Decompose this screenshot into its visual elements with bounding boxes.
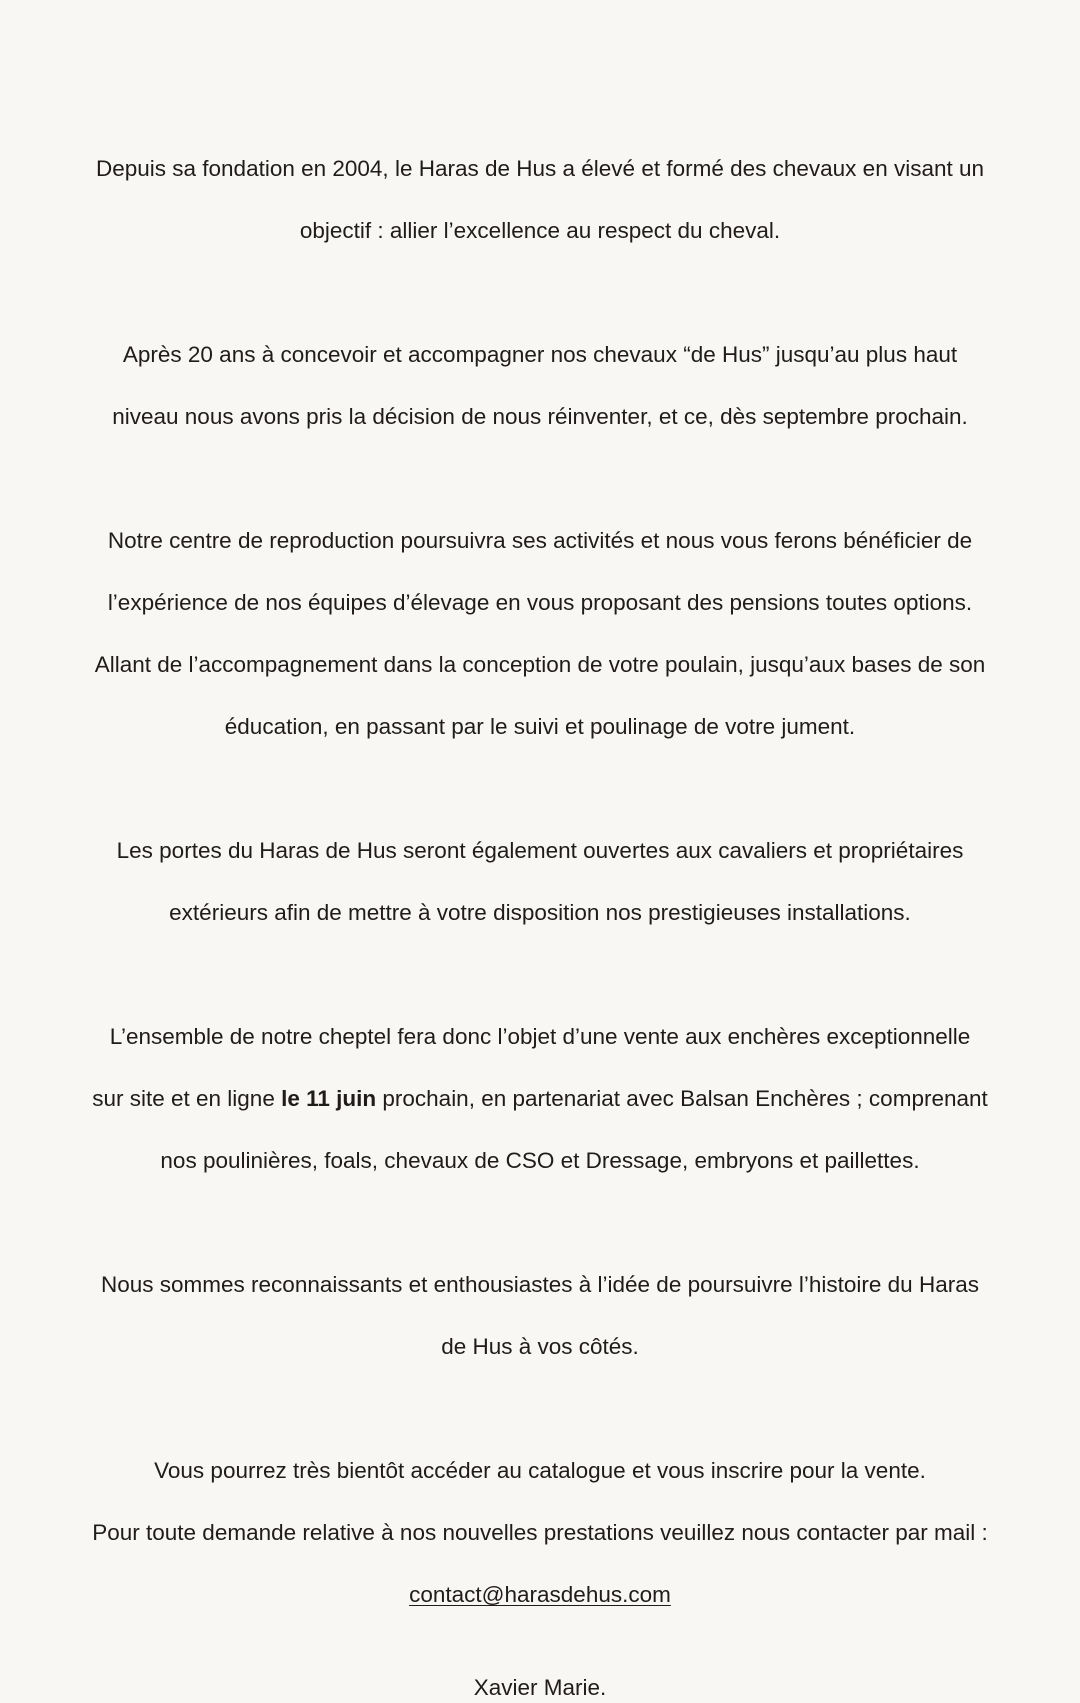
text-line: Vous pourrez très bientôt accéder au catalogue et vous inscrire pour la vente. xyxy=(154,1458,926,1483)
text-line: Nous sommes reconnaissants et enthousiastes à l’idée de poursuivre l’histoire du Haras xyxy=(101,1272,979,1297)
paragraph-open-doors xyxy=(0,804,1080,959)
text-line: niveau nous avons pris la décision de nous réinventer, et ce, dès septembre prochain. xyxy=(112,404,968,429)
paragraph-reproduction-centre xyxy=(0,494,1080,773)
auction-date: le 11 juin xyxy=(281,1086,377,1111)
paragraph-reinvention xyxy=(0,308,1080,463)
text-fragment: sur site et en ligne xyxy=(92,1086,282,1111)
text-line: extérieurs afin de mettre à votre disposition nos prestigieuses installations. xyxy=(169,900,911,925)
text-line: Pour toute demande relative à nos nouvelles prestations veuillez nous contacter par mail : xyxy=(92,1520,988,1545)
paragraph-contact xyxy=(0,1424,1080,1641)
text-line: Les portes du Haras de Hus seront également ouvertes aux cavaliers et propriétaires xyxy=(116,838,964,863)
text-fragment: prochain, en partenariat avec Balsan Enchères ; comprenant xyxy=(376,1086,988,1111)
text-line: objectif : allier l’excellence au respect du cheval. xyxy=(299,218,781,243)
text-line: Notre centre de reproduction poursuivra ses activités et nous vous ferons bénéficier de xyxy=(107,528,973,553)
text-line: nos poulinières, foals, chevaux de CSO et Dressage, embryons et paillettes. xyxy=(160,1148,920,1173)
text-line: de Hus à vos côtés. xyxy=(441,1334,639,1359)
text-line: Allant de l’accompagnement dans la conception de votre poulain, jusqu’aux bases de son xyxy=(94,652,986,677)
text-line: éducation, en passant par le suivi et poulinage de votre jument. xyxy=(224,714,856,739)
text-line: L’ensemble de notre cheptel fera donc l’objet d’une vente aux enchères exceptionnelle xyxy=(109,1024,971,1049)
text-line xyxy=(0,1579,1080,1610)
text-line xyxy=(0,1083,1080,1114)
paragraph-auction xyxy=(0,990,1080,1207)
text-line: l’expérience de nos équipes d’élevage en vous proposant des pensions toutes options. xyxy=(107,590,973,615)
text-line: Après 20 ans à concevoir et accompagner nos chevaux “de Hus” jusqu’au plus haut xyxy=(122,342,958,367)
signature: Xavier Marie. xyxy=(473,1675,607,1700)
paragraph-gratitude xyxy=(0,1238,1080,1393)
text-line: Depuis sa fondation en 2004, le Haras de Hus a élevé et formé des chevaux en visant un xyxy=(95,156,985,181)
paragraph-foundation xyxy=(0,122,1080,277)
contact-email-link[interactable]: contact@harasdehus.com xyxy=(409,1582,671,1607)
